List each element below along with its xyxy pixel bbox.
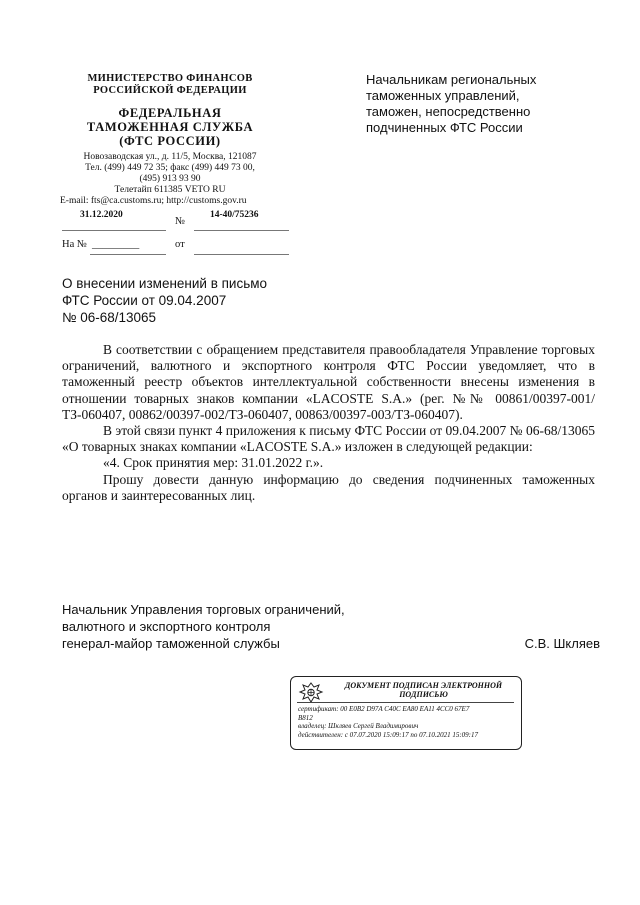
letter-subject — [62, 275, 322, 326]
email-line: E-mail: fts@ca.customs.ru; http://customs.gov.ru — [60, 196, 247, 206]
recipient-line: таможенных управлений, — [366, 88, 520, 103]
agency-line: ТАМОЖЕННАЯ СЛУЖБА — [86, 120, 254, 134]
ref-underline — [90, 254, 166, 255]
recipient-line: подчиненных ФТС России — [366, 120, 523, 135]
letter-date: 31.12.2020 — [80, 210, 123, 220]
subject-line: О внесении изменений в письмо — [62, 276, 268, 291]
body-paragraph: В соответствии с обращением представителя правообладателя Управление торговых ограничений, валютного и экспортного контроля ФТС России уведомляет, что в таможенный реестр объектов интеллектуальной собственности внесены изменения в отношении товарных знаков компании «LACOSTE S.A.» (рег. №№ 00861/00397-001/ТЗ-060407, 00862/00397-002/ТЗ-060407, 00863/00397-003/ТЗ-060407). — [62, 342, 595, 422]
phone-line: Тел. (499) 449 72 35; факс (499) 449 73 00, — [85, 163, 255, 173]
body-paragraph: Прошу довести данную информацию до сведения подчиненных таможенных органов и заинтересованных лиц. — [62, 471, 595, 503]
subject-line: ФТС России от 09.04.2007 — [62, 293, 227, 308]
letter-number: 14-40/75236 — [210, 210, 259, 220]
validity-line: действителен: с 07.07.2020 15:09:17 по 07.10.2021 15:09:17 — [298, 730, 478, 739]
body-paragraph: «4. Срок принятия мер: 31.01.2022 г.». — [103, 455, 324, 471]
ref-blank: _________ — [92, 239, 140, 250]
recipient-line: таможен, непосредственно — [366, 104, 531, 119]
ministry-line: РОССИЙСКОЙ ФЕДЕРАЦИИ — [93, 85, 247, 96]
owner-line: владелец: Шкляев Сергей Владимирович — [298, 722, 419, 731]
signatory-title-line: Начальник Управления торговых ограничений, — [62, 602, 345, 617]
date-underline — [62, 230, 166, 231]
recipient-block — [366, 72, 616, 136]
ref-date-underline — [194, 254, 289, 255]
e-signature-stamp — [290, 676, 522, 750]
letter-body — [62, 342, 595, 504]
ministry-name — [50, 73, 290, 97]
agency-name — [50, 106, 290, 148]
signatory-name: С.В. Шкляев — [524, 636, 600, 651]
teletype-line: Телетайп 611385 VETO RU — [114, 185, 226, 195]
stamp-details — [298, 705, 518, 739]
ministry-line: МИНИСТЕРСТВО ФИНАНСОВ — [87, 73, 253, 84]
body-paragraph: В этой связи пункт 4 приложения к письму ФТС России от 09.04.2007 № 06-68/13065 «О товарных знаках компании «LACOSTE S.A.» изложен в следующей редакции: — [62, 423, 595, 455]
ref-label: На № — [62, 239, 87, 250]
stamp-title-line: ДОКУМЕНТ ПОДПИСАН ЭЛЕКТРОННОЙ — [344, 681, 503, 690]
ref-date-label: от — [175, 239, 185, 250]
number-underline — [194, 230, 289, 231]
phone-line: (495) 913 93 90 — [139, 174, 201, 184]
stamp-title-line: ПОДПИСЬЮ — [399, 690, 448, 699]
certificate-line: B812 — [298, 713, 313, 722]
agency-line: (ФТС РОССИИ) — [119, 134, 221, 148]
recipient-line: Начальникам региональных — [366, 72, 537, 87]
number-label: № — [175, 216, 186, 227]
signatory-title — [62, 601, 382, 652]
stamp-divider — [297, 702, 514, 703]
subject-line: № 06-68/13065 — [62, 310, 157, 325]
stamp-title — [331, 681, 516, 699]
signatory-title-line: валютного и экспортного контроля — [62, 619, 271, 634]
certificate-line: сертификат: 00 E0B2 D97A C40C EA80 EA11 4CC0 67E7 — [298, 705, 470, 713]
signatory-title-line: генерал-майор таможенной службы — [62, 636, 280, 651]
agency-contacts — [50, 152, 290, 207]
address-line: Новозаводская ул., д. 11/5, Москва, 121087 — [83, 152, 257, 162]
agency-line: ФЕДЕРАЛЬНАЯ — [118, 106, 222, 120]
